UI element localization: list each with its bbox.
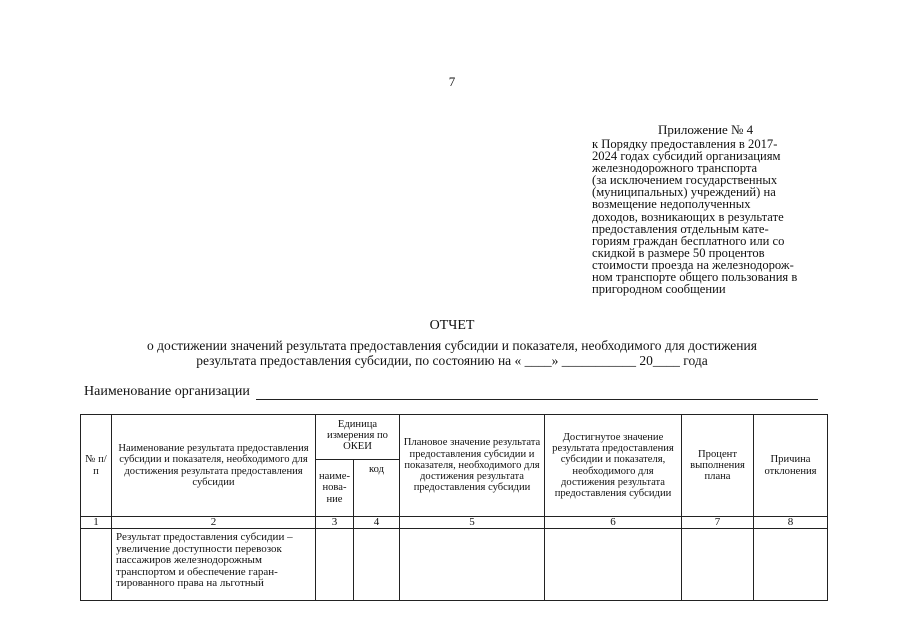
appendix-line: доходов, возникающих в результате xyxy=(592,209,784,224)
header-percent: Процент выполнения плана xyxy=(682,415,754,517)
column-number: 2 xyxy=(112,517,316,529)
cell-name: Результат предоставления субсидии – увеличение доступности перевозок пассажиров железнодорожным транспортом и обеспечение гаран-тированного права на льготный xyxy=(112,529,316,601)
column-number: 6 xyxy=(545,517,682,529)
appendix-line: к Порядку предоставления в 2017- xyxy=(592,137,778,151)
cell-num xyxy=(81,529,112,601)
header-okei-code: код xyxy=(354,460,400,517)
header-reason: Причина отклонения xyxy=(754,415,828,517)
organization-name-field[interactable] xyxy=(256,399,818,400)
cell-achieved xyxy=(545,529,682,601)
cell-okei-name xyxy=(316,529,354,601)
appendix-line: пригородном сообщении xyxy=(592,282,726,297)
report-table xyxy=(80,414,828,601)
column-number: 5 xyxy=(400,517,545,529)
header-num: № п/п xyxy=(81,415,112,517)
column-number: 3 xyxy=(316,517,354,529)
cell-percent xyxy=(682,529,754,601)
appendix-line: ном транспорте общего пользования в xyxy=(592,270,798,285)
header-achieved: Достигнутое значение результата предоставления субсидии и показателя, необходимого для достижения результата предоставления субсидии xyxy=(545,415,682,517)
cell-planned xyxy=(400,529,545,601)
appendix-title: Приложение № 4 xyxy=(658,122,754,137)
header-planned: Плановое значение результата предоставления субсидии и показателя, необходимого для достижения результата предоставления субсидии xyxy=(400,415,545,517)
header-okei: Единица измерения по ОКЕИ xyxy=(316,415,400,460)
column-number: 7 xyxy=(682,517,754,529)
header-okei-name: наиме-нова-ние xyxy=(316,460,354,517)
appendix-line: стоимости проезда на железнодорож- xyxy=(592,257,794,272)
organization-label: Наименование организации xyxy=(84,384,250,399)
table-row xyxy=(81,529,828,601)
appendix-line: предоставления отдельным кате- xyxy=(592,221,769,236)
cell-okei-code xyxy=(354,529,400,601)
appendix-line: (за исключением государственных xyxy=(592,173,778,188)
appendix-line: железнодорожного транспорта xyxy=(592,161,758,176)
appendix-line: гориям граждан бесплатного или со xyxy=(592,233,785,248)
appendix-line: (муниципальных) учреждений) на xyxy=(592,185,776,200)
page-number: 7 xyxy=(448,74,456,89)
appendix-line: скидкой в размере 50 процентов xyxy=(592,245,765,260)
header-name: Наименование результата предоставления субсидии и показателя, необходимого для достижения результата предоставления субсидии xyxy=(112,415,316,517)
appendix-line: возмещение недополученных xyxy=(592,197,751,212)
column-number: 4 xyxy=(354,517,400,529)
report-title: ОТЧЕТ xyxy=(429,318,475,333)
appendix-text xyxy=(592,138,828,295)
cell-reason xyxy=(754,529,828,601)
report-subtitle-line-1: о достижении значений результата предоставления субсидии и показателя, необходимого для достижения xyxy=(147,338,757,353)
appendix-line: 2024 годах субсидий организациям xyxy=(592,149,781,164)
column-number: 1 xyxy=(81,517,112,529)
report-subtitle-line-2: результата предоставления субсидии, по состоянию на « ____» ___________ 20____ года xyxy=(196,353,708,368)
column-number: 8 xyxy=(754,517,828,529)
